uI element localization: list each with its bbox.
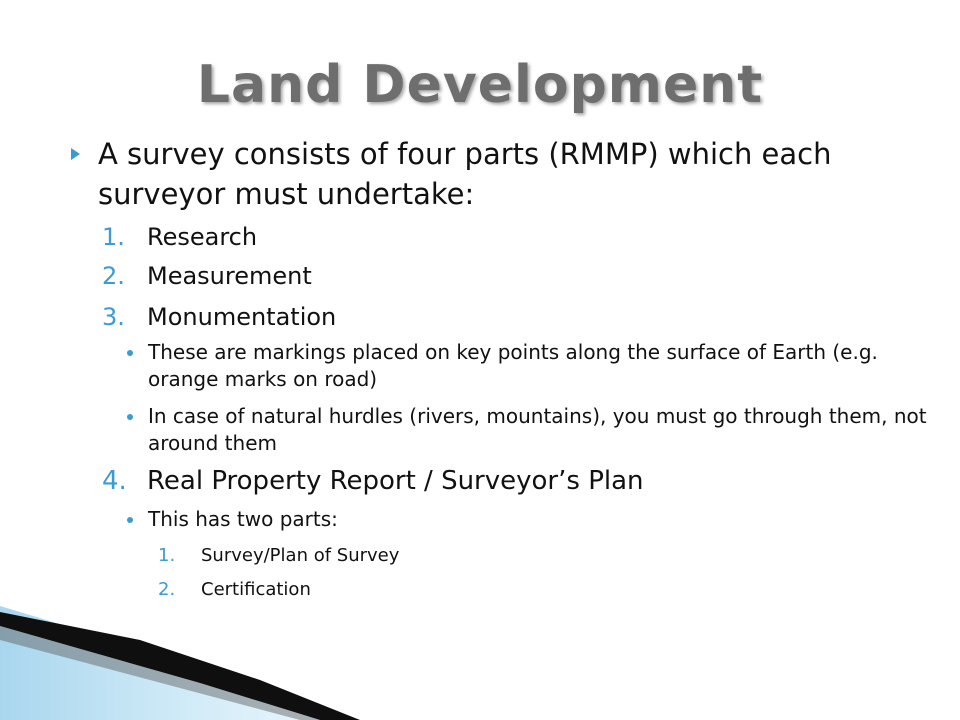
slide-body xyxy=(68,134,938,603)
swoosh-shadow xyxy=(0,626,320,720)
part-number: 2. xyxy=(102,262,125,290)
slide-title: Land Development xyxy=(196,55,764,115)
part-label: Research xyxy=(147,223,258,251)
intro-bullet xyxy=(68,134,938,214)
part-item-monumentation xyxy=(68,302,938,332)
intro-text: A survey consists of four parts (RMMP) which each surveyor must undertake: xyxy=(98,137,832,211)
part-item-measurement xyxy=(68,261,938,291)
part-label: Real Property Report / Surveyor’s Plan xyxy=(147,466,644,496)
sub-part-number: 1. xyxy=(158,545,176,566)
note-text: This has two parts: xyxy=(148,507,338,531)
rpr-note xyxy=(68,506,938,533)
monumentation-note xyxy=(68,403,938,457)
part-item-rpr xyxy=(68,464,938,498)
note-text: These are markings placed on key points along the surface of Earth (e.g. orange marks on road) xyxy=(148,340,878,391)
part-label: Measurement xyxy=(147,262,312,290)
swoosh-dark xyxy=(0,612,360,720)
part-number: 4. xyxy=(102,466,127,496)
swoosh-light xyxy=(0,606,330,720)
part-number: 3. xyxy=(102,303,125,331)
sub-part-label: Certification xyxy=(201,579,311,600)
dot-icon xyxy=(127,414,133,420)
rpr-part-item xyxy=(68,543,938,569)
triangle-right-icon xyxy=(71,148,80,160)
sub-part-label: Survey/Plan of Survey xyxy=(201,545,400,566)
dot-icon xyxy=(127,517,133,523)
part-item-research xyxy=(68,222,938,252)
sub-part-number: 2. xyxy=(158,579,176,600)
dot-icon xyxy=(127,350,133,356)
part-number: 1. xyxy=(102,223,125,251)
monumentation-note xyxy=(68,339,938,393)
note-text: In case of natural hurdles (rivers, mountains), you must go through them, not around them xyxy=(148,404,927,455)
part-label: Monumentation xyxy=(147,303,337,331)
rpr-part-item xyxy=(68,577,938,603)
